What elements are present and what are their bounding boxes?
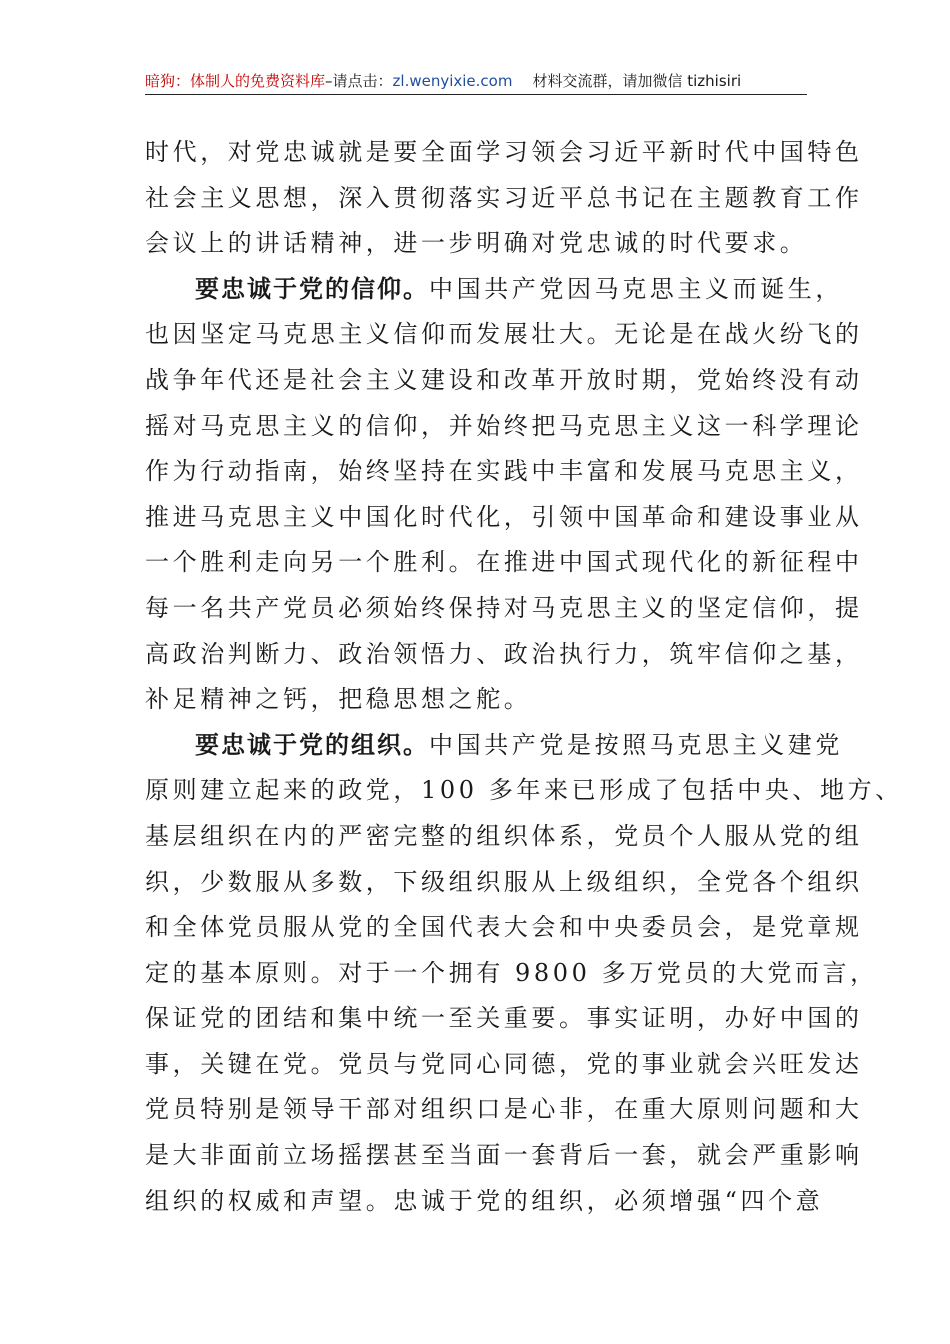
- body-line: 每一名共产党员必须始终保持对马克思主义的坚定信仰，提: [145, 593, 863, 622]
- body-line: 社会主义思想，深入贯彻落实习近平总书记在主题教育工作: [145, 183, 863, 212]
- section1-first-text: 中国共产党因马克思主义而诞生，: [429, 274, 843, 303]
- body-line: 作为行动指南，始终坚持在实践中丰富和发展马克思主义，: [145, 457, 863, 486]
- section2-heading: 要忠诚于党的组织。: [195, 730, 429, 759]
- body-line: 定的基本原则。对于一个拥有 9800 多万党员的大党而言，: [145, 958, 878, 987]
- body-line: 保证党的团结和集中统一至关重要。事实证明，办好中国的: [145, 1004, 863, 1033]
- page-header: [145, 68, 807, 94]
- body-line: 时代，对党忠诚就是要全面学习领会习近平新时代中国特色: [145, 138, 863, 166]
- section2-first-line: [145, 723, 843, 769]
- body-line: 摇对马克思主义的信仰，并始终把马克思主义这一科学理论: [145, 411, 863, 440]
- section2-first-text: 中国共产党是按照马克思主义建党: [429, 730, 843, 759]
- body-line: 党员特别是领导干部对组织口是心非，在重大原则问题和大: [145, 1095, 863, 1124]
- body-line: 高政治判断力、政治领悟力、政治执行力，筑牢信仰之基，: [145, 639, 863, 668]
- document-body: [145, 130, 903, 1224]
- body-line: 也因坚定马克思主义信仰而发展壮大。无论是在战火纷飞的: [145, 320, 863, 349]
- body-line: 补足精神之钙，把稳思想之舵。: [145, 685, 532, 714]
- body-line: 原则建立起来的政党，100 多年来已形成了包括中央、地方、: [145, 776, 903, 805]
- body-line: 战争年代还是社会主义建设和改革开放时期，党始终没有动: [145, 365, 863, 394]
- header-url-link[interactable]: zl.wenyixie.com: [392, 72, 513, 90]
- body-line: 基层组织在内的严密完整的组织体系，党员个人服从党的组: [145, 821, 863, 850]
- header-divider: [145, 94, 807, 95]
- section1-first-line: [145, 267, 843, 313]
- header-wechat-note: 材料交流群，请加微信 tizhisiri: [532, 72, 742, 90]
- header-brand: 暗狗：体制人的免费资料库: [145, 72, 326, 90]
- body-line: 事，关键在党。党员与党同心同德，党的事业就会兴旺发达: [145, 1049, 863, 1078]
- body-line: 是大非面前立场摇摆甚至当面一套背后一套，就会严重影响: [145, 1141, 863, 1170]
- body-line: 和全体党员服从党的全国代表大会和中央委员会，是党章规: [145, 913, 863, 942]
- section1-heading: 要忠诚于党的信仰。: [195, 274, 429, 303]
- body-line: 一个胜利走向另一个胜利。在推进中国式现代化的新征程中: [145, 548, 863, 577]
- body-line: 组织的权威和声望。忠诚于党的组织，必须增强“四个意: [145, 1186, 824, 1215]
- body-line: 会议上的讲话精神，进一步明确对党忠诚的时代要求。: [145, 229, 808, 258]
- header-click-prompt: –请点击：: [325, 72, 393, 90]
- body-line: 织，少数服从多数，下级组织服从上级组织，全党各个组织: [145, 867, 863, 896]
- body-line: 推进马克思主义中国化时代化，引领中国革命和建设事业从: [145, 502, 863, 531]
